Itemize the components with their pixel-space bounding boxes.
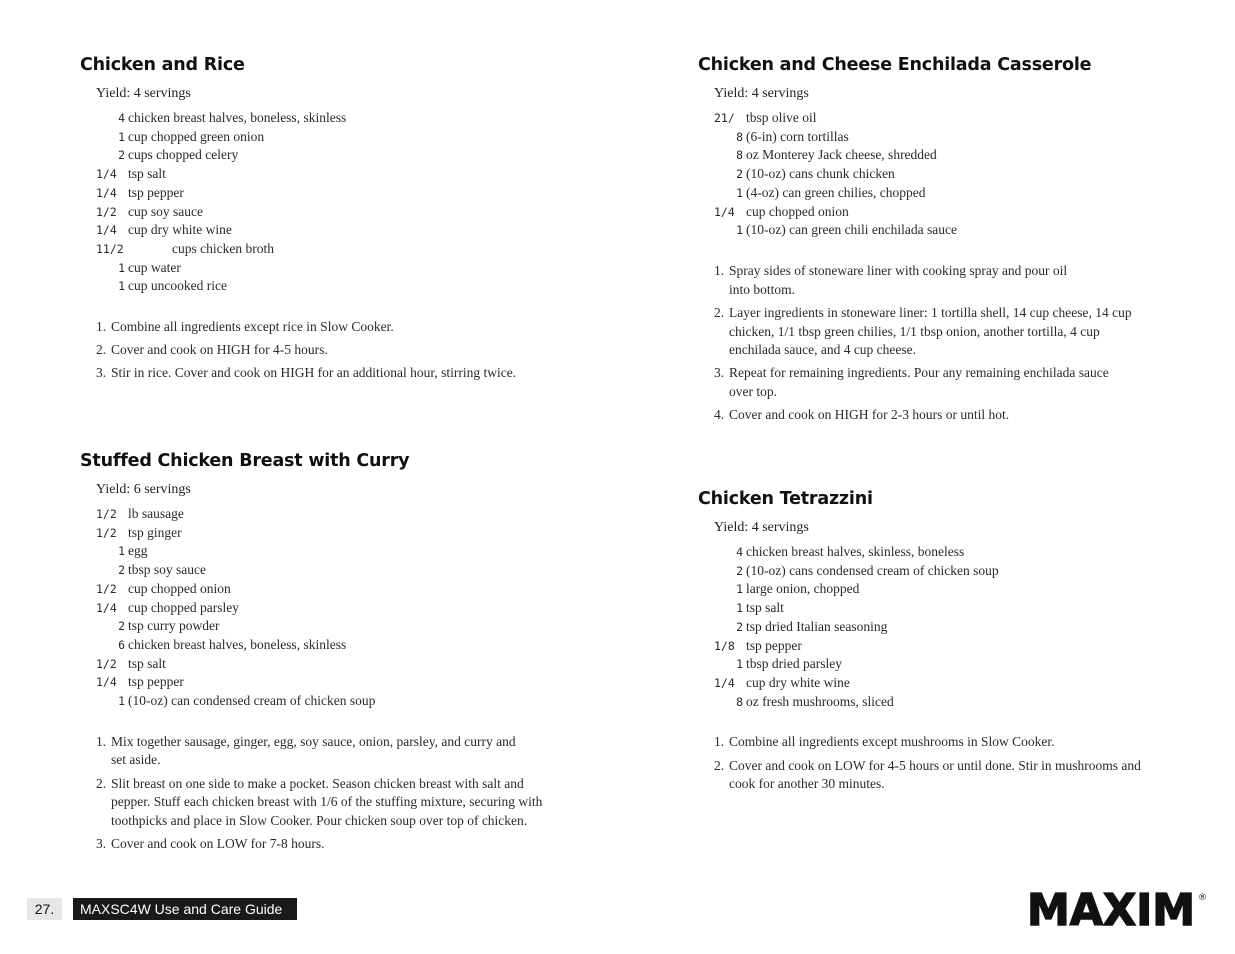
- ingredient-qty: 2: [118, 619, 125, 634]
- ingredient-text: (10-oz) cans condensed cream of chicken soup: [746, 562, 999, 578]
- ingredient-text: chicken breast halves, boneless, skinless: [128, 636, 347, 652]
- ingredient-text: cups chopped celery: [128, 147, 239, 163]
- instruction-step: 2. Layer ingredients in stoneware liner: 1 tortilla shell, 14 cup cheese, 14 cup chicken, 1/1 tbsp green chilies, 1/1 tbsp onion, another tortilla, 4 cup enchilada sauce, and 4 cup cheese.: [714, 304, 1168, 360]
- ingredient-text: egg: [128, 543, 148, 559]
- ingredient-qty: 1/4: [96, 223, 117, 238]
- ingredient-qty: 1: [736, 582, 743, 597]
- ingredient-item: [96, 599, 550, 618]
- ingredient-text: tsp salt: [746, 600, 784, 616]
- ingredient-text: (10-oz) can condensed cream of chicken soup: [128, 693, 376, 709]
- instruction-text: Combine all ingredients except rice in Slow Cooker.: [111, 319, 394, 335]
- ingredient-text: chicken breast halves, boneless, skinless: [128, 110, 347, 125]
- recipe-title: Chicken and Rice: [80, 55, 245, 75]
- registered-mark: ®: [1198, 893, 1207, 903]
- ingredient-item: [714, 674, 1168, 693]
- ingredient-qty: 1/4: [714, 675, 735, 690]
- ingredient-item: [714, 184, 1168, 203]
- ingredient-qty: 6: [118, 637, 125, 652]
- ingredient-text: cup dry white wine: [746, 674, 850, 690]
- instruction-list: [96, 733, 550, 854]
- ingredient-item: [96, 240, 550, 259]
- ingredient-qty: 1: [118, 694, 125, 709]
- ingredient-text: tsp salt: [128, 655, 166, 671]
- ingredient-qty: 1/2: [96, 525, 117, 540]
- ingredient-qty: 1/4: [96, 600, 117, 615]
- ingredient-text: large onion, chopped: [746, 581, 860, 597]
- instruction-step: 1. Combine all ingredients except rice in Slow Cooker.: [96, 318, 550, 337]
- ingredient-item: [714, 128, 1168, 147]
- ingredient-item: [714, 599, 1168, 618]
- ingredient-item: [96, 655, 550, 674]
- ingredient-item: [714, 146, 1168, 165]
- ingredient-text: tsp pepper: [746, 637, 802, 653]
- ingredient-text: tsp ginger: [128, 524, 182, 540]
- ingredient-qty: 1: [118, 260, 125, 275]
- ingredient-item: [96, 505, 550, 524]
- ingredient-text: tsp curry powder: [128, 618, 220, 634]
- ingredient-text: (10-oz) cans chunk chicken: [746, 166, 895, 182]
- recipe-title: Chicken Tetrazzini: [698, 489, 873, 509]
- ingredient-item: [96, 561, 550, 580]
- recipe-yield: Yield: 6 servings: [96, 482, 191, 497]
- instruction-list: [96, 318, 550, 383]
- ingredient-item: [714, 543, 1168, 562]
- ingredient-text: cup dry white wine: [128, 222, 232, 238]
- instruction-text: Cover and cook on HIGH for 4-5 hours.: [111, 342, 328, 358]
- ingredient-text: cup uncooked rice: [128, 278, 227, 294]
- ingredient-item: [96, 542, 550, 561]
- logo-wordmark: MAXIM: [1027, 889, 1195, 929]
- instruction-text: Cover and cook on LOW for 7-8 hours.: [111, 836, 325, 852]
- ingredient-text: cup chopped green onion: [128, 128, 265, 144]
- ingredient-qty: 11/2: [96, 241, 124, 256]
- ingredient-text: (10-oz) can green chili enchilada sauce: [746, 222, 958, 238]
- ingredient-item: [96, 128, 550, 147]
- page-number: 27.: [27, 898, 62, 920]
- ingredient-qty: 1/4: [96, 185, 117, 200]
- ingredient-qty: 1/4: [96, 167, 117, 182]
- ingredient-item: [714, 203, 1168, 222]
- maxim-logo: [1027, 889, 1209, 929]
- ingredient-qty: 8: [736, 694, 743, 709]
- instruction-text: Spray sides of stoneware liner with cooking spray and pour oil into bottom.: [729, 262, 1068, 297]
- ingredient-qty: 2: [118, 148, 125, 163]
- ingredient-item: [714, 693, 1168, 712]
- ingredient-item: [96, 221, 550, 240]
- ingredient-item: [96, 580, 550, 599]
- ingredient-text: oz fresh mushrooms, sliced: [746, 693, 894, 709]
- ingredient-qty: 1: [736, 601, 743, 616]
- ingredient-item: [714, 109, 1168, 128]
- ingredient-qty: 8: [736, 148, 743, 163]
- ingredient-qty: 2: [736, 563, 743, 578]
- ingredient-list: [698, 109, 1168, 240]
- instruction-list: [714, 733, 1168, 794]
- ingredient-item: [96, 109, 550, 128]
- ingredient-qty: 2: [118, 563, 125, 578]
- ingredient-item: [96, 203, 550, 222]
- ingredient-text: cup chopped onion: [128, 580, 231, 596]
- ingredient-qty: 1/2: [96, 656, 117, 671]
- ingredient-list: [698, 543, 1168, 711]
- instruction-step: 2. Cover and cook on LOW for 4-5 hours or until done. Stir in mushrooms and cook for another 30 minutes.: [714, 757, 1168, 794]
- recipe-chicken-and-rice: [80, 54, 550, 388]
- ingredient-text: lb sausage: [128, 506, 184, 521]
- ingredient-text: tsp pepper: [128, 674, 184, 690]
- ingredient-text: (6-in) corn tortillas: [746, 128, 849, 144]
- recipe-title: Chicken and Cheese Enchilada Casserole: [698, 55, 1092, 75]
- recipe-yield: Yield: 4 servings: [96, 86, 191, 101]
- ingredient-item: [96, 636, 550, 655]
- instruction-text: Slit breast on one side to make a pocket. Season chicken breast with salt and pepper. Stuff each chicken breast with 1/6 of the stuffing mixture, securing with toothpicks and place in Slow Cooker. Pour chicken soup over top of chicken.: [111, 775, 543, 829]
- ingredient-qty: 1/4: [714, 204, 735, 219]
- ingredient-text: tsp salt: [128, 166, 166, 182]
- instruction-list: [714, 262, 1168, 425]
- ingredient-item: [96, 524, 550, 543]
- ingredient-qty: 8: [736, 129, 743, 144]
- ingredient-list: [80, 109, 550, 296]
- ingredient-item: [714, 655, 1168, 674]
- recipe-title: Stuffed Chicken Breast with Curry: [80, 451, 410, 471]
- ingredient-item: [96, 165, 550, 184]
- ingredient-item: [96, 184, 550, 203]
- ingredient-item: [714, 562, 1168, 581]
- ingredient-item: [96, 277, 550, 296]
- instruction-step: 1. Spray sides of stoneware liner with cooking spray and pour oil into bottom.: [714, 262, 1168, 299]
- instruction-step: 3. Repeat for remaining ingredients. Pour any remaining enchilada sauce over top.: [714, 364, 1168, 401]
- ingredient-item: [96, 146, 550, 165]
- instruction-text: Combine all ingredients except mushrooms in Slow Cooker.: [729, 734, 1055, 750]
- ingredient-text: tsp dried Italian seasoning: [746, 618, 888, 634]
- ingredient-item: [714, 637, 1168, 656]
- recipe-stuffed-chicken-breast: [80, 450, 550, 858]
- ingredient-text: (4-oz) can green chilies, chopped: [746, 184, 926, 200]
- guide-title: MAXSC4W Use and Care Guide: [73, 898, 297, 920]
- instruction-step: 3. Cover and cook on LOW for 7-8 hours.: [96, 835, 550, 854]
- ingredient-qty: 1/4: [96, 675, 117, 690]
- instruction-step: 1. Mix together sausage, ginger, egg, soy sauce, onion, parsley, and curry and set aside.: [96, 733, 550, 770]
- ingredient-item: [96, 259, 550, 278]
- ingredient-item: [96, 673, 550, 692]
- instruction-step: 3. Stir in rice. Cover and cook on HIGH for an additional hour, stirring twice.: [96, 364, 550, 383]
- instruction-text: Layer ingredients in stoneware liner: 1 tortilla shell, 14 cup cheese, 14 cup chicken, 1/1 tbsp green chilies, 1/1 tbsp onion, another tortilla, 4 cup enchilada sauce, and 4 cup cheese.: [729, 304, 1132, 358]
- ingredient-list: [80, 505, 550, 711]
- ingredient-text: cups chicken broth: [172, 240, 274, 256]
- recipe-yield: Yield: 4 servings: [714, 520, 809, 535]
- instruction-step: 1. Combine all ingredients except mushrooms in Slow Cooker.: [714, 733, 1168, 752]
- ingredient-text: tsp pepper: [128, 184, 184, 200]
- ingredient-text: cup water: [128, 259, 181, 275]
- instruction-step: 2. Cover and cook on HIGH for 4-5 hours.: [96, 341, 550, 360]
- instruction-text: Stir in rice. Cover and cook on HIGH for an additional hour, stirring twice.: [111, 365, 517, 381]
- ingredient-qty: 1: [736, 223, 743, 238]
- recipe-enchilada-casserole: [698, 54, 1168, 430]
- ingredient-qty: 1: [118, 544, 125, 559]
- ingredient-text: oz Monterey Jack cheese, shredded: [746, 147, 937, 163]
- ingredient-text: tbsp olive oil: [746, 110, 817, 125]
- instruction-step: 2. Slit breast on one side to make a pocket. Season chicken breast with salt and pepper. Stuff each chicken breast with 1/6 of the stuffing mixture, securing with toothpicks and place in Slow Cooker. Pour chicken soup over top of chicken.: [96, 775, 550, 831]
- instruction-text: Repeat for remaining ingredients. Pour any remaining enchilada sauce over top.: [729, 365, 1109, 400]
- ingredient-qty: 2: [736, 619, 743, 634]
- ingredient-item: [714, 580, 1168, 599]
- ingredient-qty: 1: [118, 129, 125, 144]
- instruction-text: Cover and cook on HIGH for 2-3 hours or until hot.: [729, 407, 1010, 423]
- ingredient-item: [714, 618, 1168, 637]
- ingredient-text: chicken breast halves, skinless, boneless: [746, 544, 965, 559]
- ingredient-qty: 2: [736, 167, 743, 182]
- ingredient-item: [96, 617, 550, 636]
- ingredient-qty: 1/2: [96, 507, 117, 521]
- ingredient-text: cup chopped parsley: [128, 599, 239, 615]
- ingredient-qty: 1: [736, 657, 743, 672]
- instruction-text: Mix together sausage, ginger, egg, soy sauce, onion, parsley, and curry and set aside.: [111, 733, 516, 768]
- ingredient-text: cup soy sauce: [128, 203, 203, 219]
- ingredient-item: [96, 692, 550, 711]
- ingredient-item: [714, 221, 1168, 240]
- ingredient-item: [714, 165, 1168, 184]
- ingredient-qty: 4: [736, 545, 743, 559]
- recipe-chicken-tetrazzini: [698, 488, 1168, 798]
- instruction-step: 4. Cover and cook on HIGH for 2-3 hours or until hot.: [714, 406, 1168, 425]
- ingredient-text: cup chopped onion: [746, 203, 849, 219]
- ingredient-qty: 1: [118, 279, 125, 294]
- ingredient-qty: 1/2: [96, 204, 117, 219]
- ingredient-qty: 21/: [714, 111, 735, 125]
- recipe-yield: Yield: 4 servings: [714, 86, 809, 101]
- ingredient-qty: 1/8: [714, 638, 735, 653]
- instruction-text: Cover and cook on LOW for 4-5 hours or until done. Stir in mushrooms and cook for another 30 minutes.: [729, 757, 1141, 792]
- ingredient-qty: 1: [736, 185, 743, 200]
- ingredient-text: tbsp soy sauce: [128, 562, 206, 578]
- ingredient-text: tbsp dried parsley: [746, 656, 842, 672]
- ingredient-qty: 1/2: [96, 581, 117, 596]
- ingredient-qty: 4: [118, 111, 125, 125]
